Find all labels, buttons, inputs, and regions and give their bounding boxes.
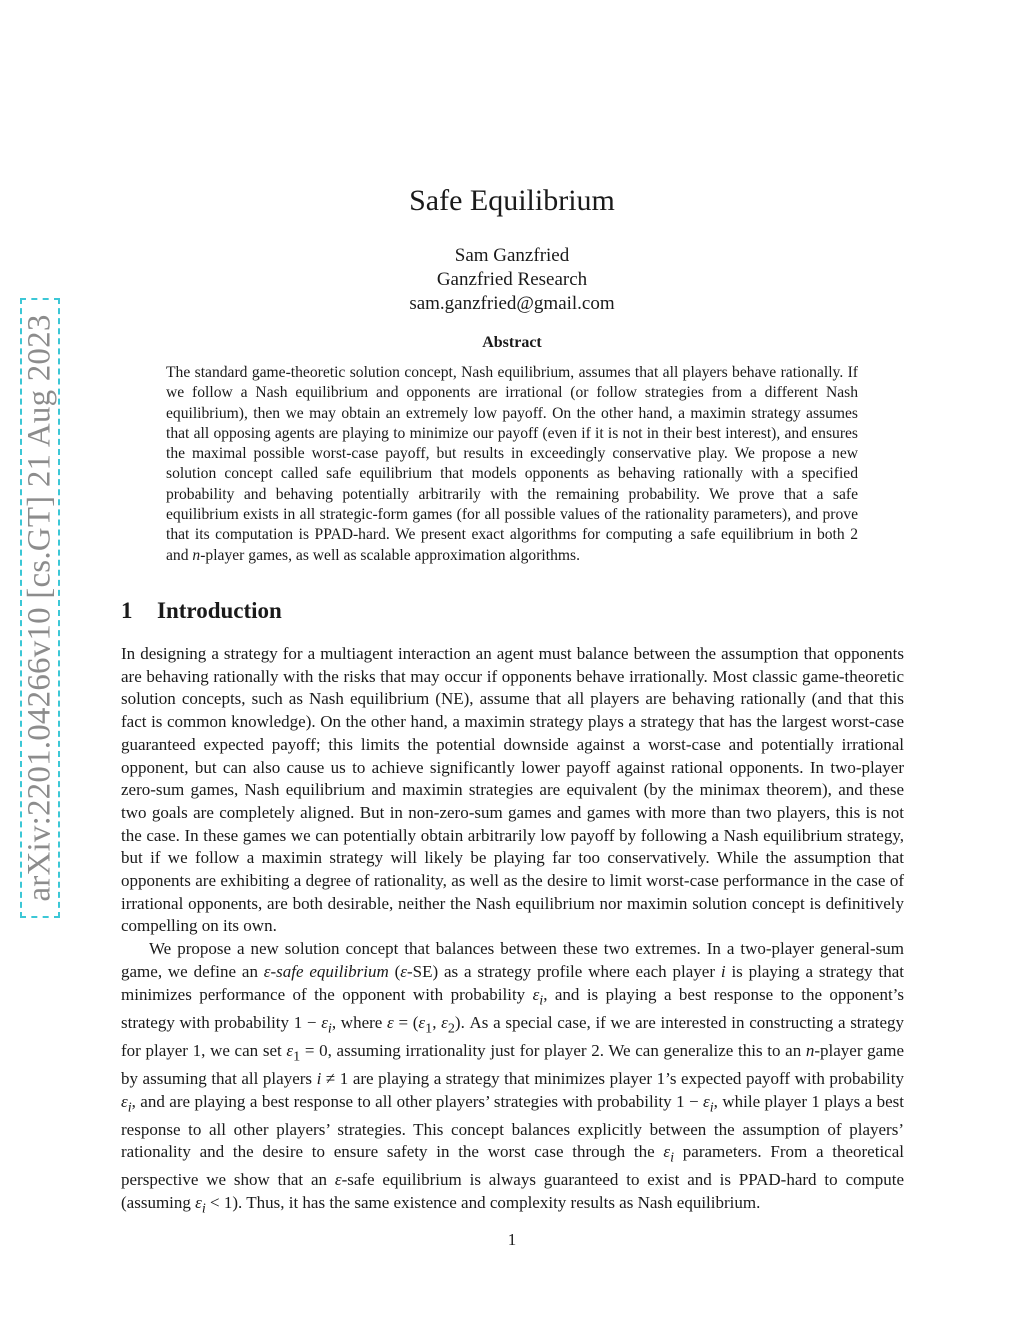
intro-paragraph-1: In designing a strategy for a multiagent interaction an agent must balance between the assumption that opponents are behaving rationally with the risks that may occur if opponents behave irrationally. Most classic game-theoretic solution concepts, such as Nash equilibrium (NE), assume that all players are behaving rationally (and that this fact is common knowledge). On the other hand, a maximin strategy plays a strategy that has the largest worst-case guaranteed expected payoff; this limits the potential downside against a worst-case and potentially irrational opponent, but can also cause us to achieve significantly lower payoff against rational opponents. In two-player zero-sum games, Nash equilibrium and maximin strategies are equivalent (by the minimax theorem), and these two goals are completely aligned. But in non-zero-sum games and games with more than two players, this is not the case. In these games we can potentially obtain arbitrarily low payoff by following a Nash equilibrium strategy, but if we follow a maximin strategy will likely be playing far too conservatively. While the assumption that opponents are exhibiting a degree of rationality, as well as the desire to limit worst-case performance in the case of irrational opponents, are both desirable, neither the Nash equilibrium nor maximin solution concept is definitively compelling on its own. xyxy=(121,644,904,936)
arxiv-identifier-text: arXiv:2201.04266v10 [cs.GT] 21 Aug 2023 xyxy=(21,314,58,902)
abstract-heading: Abstract xyxy=(482,334,542,351)
section-heading-introduction xyxy=(121,598,282,624)
page-number: 1 xyxy=(507,1230,517,1249)
author-affiliation: Ganzfried Research xyxy=(436,269,588,290)
paper-title: Safe Equilibrium xyxy=(409,184,615,217)
section-number: 1 xyxy=(121,598,133,623)
author-block xyxy=(0,244,1024,316)
arxiv-identifier-stamp xyxy=(20,298,60,918)
author-name: Sam Ganzfried xyxy=(454,245,570,266)
abstract-text: The standard game-theoretic solution concept, Nash equilibrium, assumes that all players behave rationally. If we follow a Nash equilibrium and opponents are irrational (or follow strategies from a different Nash equilibrium), then we may obtain an extremely low payoff. On the other hand, a maximin strategy assumes that all opposing agents are playing to minimize our payoff (even if it is not in their best interest), and ensures the maximal possible worst-case payoff, but results in exceedingly conservative play. We propose a new solution concept called safe equilibrium that models opponents as behaving rationally with a specified probability and behaving potentially arbitrarily with the remaining probability. We prove that a safe equilibrium exists in all strategic-form games (for all possible values of the rationality parameters), and prove that its computation is PPAD-hard. We present exact algorithms for computing a safe equilibrium in both 2 and n-player games, as well as scalable approximation algorithms. xyxy=(166,364,858,564)
section-title: Introduction xyxy=(157,598,282,623)
intro-paragraph-2: We propose a new solution concept that balances between these two extremes. In a two-player general-sum game, we define an ε-safe equilibrium (ε-SE) as a strategy profile where each player i is playing a strategy that minimizes performance of the opponent with probability $\varepsilon_i$, and is playing a best response to the opponent’s strategy with probability $1 - \varepsilon_i$, where $\varepsilon = (\varepsilon_1$, $\varepsilon_2$). As a special case, if we are interested in constructing a strategy for player 1, we can set $\varepsilon_1 = 0$, assuming irrationality just for player 2. We can generalize this to an n-player game by assuming that all players i ≠ 1 are playing a strategy that minimizes player 1’s expected payoff with probability $\varepsilon_i$, and are playing a best response to all other players’ strategies with probability $1 - \varepsilon_i$, while player 1 plays a best response to all other players’ strategies. This concept balances explicitly between the assumption of players’ rationality and the desire to ensure safety in the worst case through the $\varepsilon_i$ parameters. From a theoretical perspective we show that an ε-safe equilibrium is always guaranteed to exist and is PPAD-hard to compute (assuming $\varepsilon_i < 1$). Thus, it has the same existence and complexity results as Nash equilibrium. xyxy=(121,939,905,1217)
introduction-body xyxy=(121,643,904,1220)
author-email: sam.ganzfried@gmail.com xyxy=(409,293,615,314)
